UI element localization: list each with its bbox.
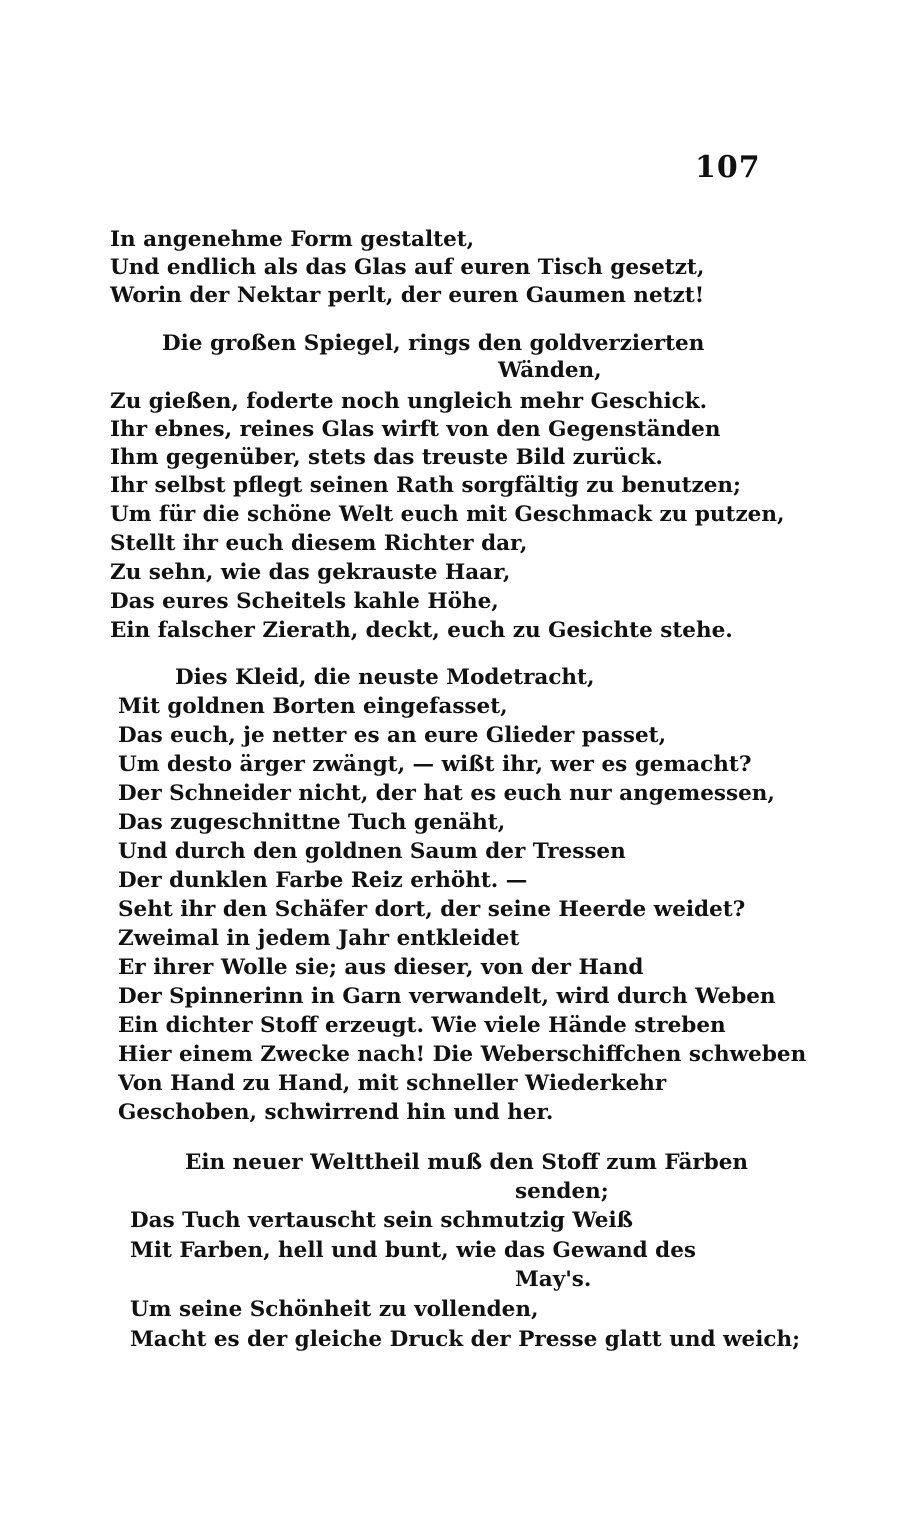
text-line: Der dunklen Farbe Reiz erhöht. — (118, 868, 528, 893)
text-line: Der Schneider nicht, der hat es euch nur angemessen, (118, 781, 775, 806)
text-line: Die großen Spiegel, rings den goldverzierten (162, 331, 705, 356)
text-line: Dies Kleid, die neuste Modetracht, (175, 665, 595, 690)
text-line: Macht es der gleiche Druck der Presse glatt und weich; (130, 1327, 801, 1352)
text-line: Zu gießen, foderte noch ungleich mehr Geschick. (110, 389, 708, 414)
text-line: Das euch, je netter es an eure Glieder passet, (118, 723, 667, 748)
text-line: Ihm gegenüber, stets das treuste Bild zurück. (110, 445, 663, 470)
text-line: Und durch den goldnen Saum der Tressen (118, 839, 626, 864)
text-line: Mit goldnen Borten eingefasset, (118, 694, 508, 719)
text-line: Zu sehn, wie das gekrauste Haar, (110, 560, 511, 585)
text-line: Geschoben, schwirrend hin und her. (118, 1100, 554, 1125)
text-line: Worin der Nektar perlt, der euren Gaumen netzt! (110, 283, 705, 308)
text-line: Ein neuer Welttheil muß den Stoff zum Färben (185, 1150, 749, 1175)
text-line: Ihr ebnes, reines Glas wirft von den Gegenständen (110, 417, 721, 442)
text-line: Um desto ärger zwängt, — wißt ihr, wer es gemacht? (118, 752, 752, 777)
text-line: Ein dichter Stoff erzeugt. Wie viele Hände streben (118, 1013, 726, 1038)
text-line: In angenehme Form gestaltet, (110, 227, 475, 252)
text-line: Zweimal in jedem Jahr entkleidet (118, 926, 520, 951)
text-line: Um seine Schönheit zu vollenden, (130, 1297, 539, 1322)
text-line: Das zugeschnittne Tuch genäht, (118, 810, 506, 835)
text-line-continuation: May's. (515, 1267, 592, 1292)
text-line: Der Spinnerinn in Garn verwandelt, wird durch Weben (118, 984, 776, 1009)
page-number: 107 (695, 150, 761, 185)
text-line: Um für die schöne Welt euch mit Geschmack zu putzen, (110, 502, 785, 527)
text-line-continuation: senden; (515, 1179, 609, 1204)
text-line: Und endlich als das Glas auf euren Tisch gesetzt, (110, 255, 705, 280)
text-line: Ihr selbst pflegt seinen Rath sorgfältig zu benutzen; (110, 473, 741, 498)
text-line: Das Tuch vertauscht sein schmutzig Weiß (130, 1208, 633, 1233)
text-line: Hier einem Zwecke nach! Die Weberschiffchen schweben (118, 1042, 807, 1067)
text-line: Mit Farben, hell und bunt, wie das Gewand des (130, 1238, 696, 1263)
text-line: Seht ihr den Schäfer dort, der seine Heerde weidet? (118, 897, 746, 922)
text-line: Das eures Scheitels kahle Höhe, (110, 589, 499, 614)
text-line-continuation: Wänden, (498, 358, 602, 383)
text-line: Stellt ihr euch diesem Richter dar, (110, 531, 528, 556)
text-line: Ein falscher Zierath, deckt, euch zu Gesichte stehe. (110, 618, 733, 643)
text-line: Er ihrer Wolle sie; aus dieser, von der Hand (118, 955, 644, 980)
text-line: Von Hand zu Hand, mit schneller Wiederkehr (118, 1071, 667, 1096)
